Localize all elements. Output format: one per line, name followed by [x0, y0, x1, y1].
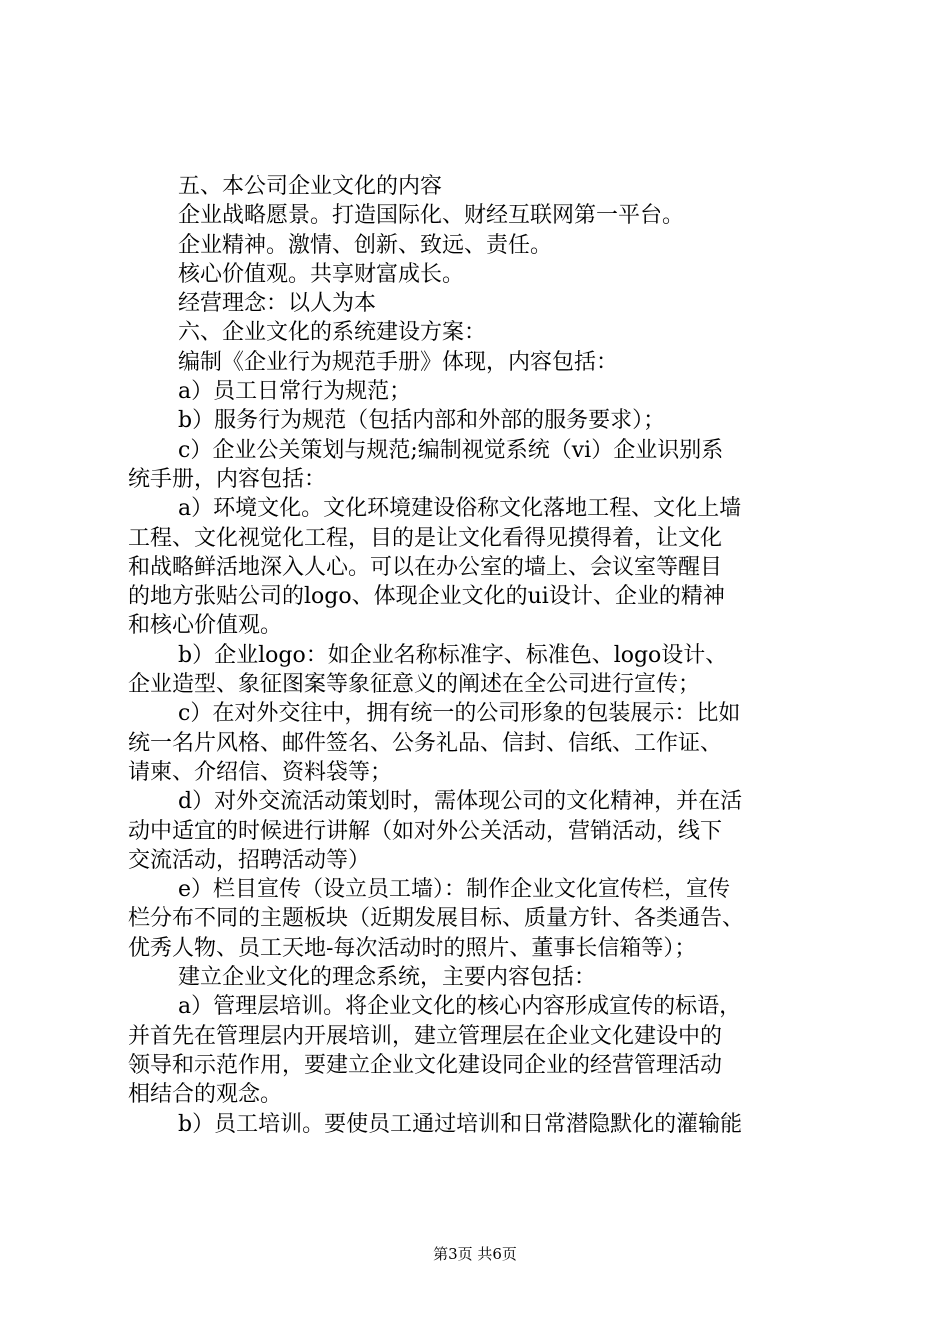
text-line-3: 企业精神。激情、创新、致远、责任。	[178, 232, 553, 258]
text-line-8: a）员工日常行为规范；	[178, 379, 412, 405]
text-line-13: 工程、文化视觉化工程，目的是让文化看得见摸得着，让文化	[128, 525, 723, 551]
text-line-25: e）栏目宣传（设立员工墙）：制作企业文化宣传栏，宣传	[178, 877, 731, 903]
text-line-9: b）服务行为规范（包括内部和外部的服务要求）；	[178, 408, 666, 434]
text-line-5: 经营理念：以人为本	[178, 291, 377, 317]
text-line-6: 六、企业文化的系统建设方案：	[178, 320, 487, 346]
text-line-23: 动中适宜的时候进行讲解（如对外公关活动，营销活动，线下	[128, 818, 723, 844]
text-line-17: b）企业logo：如企业名称标准字、标准色、logo设计、	[178, 642, 728, 668]
text-line-19: c）在对外交往中，拥有统一的公司形象的包装展示：比如	[178, 701, 741, 727]
text-line-33: b）员工培训。要使员工通过培训和日常潜隐默化的灌输能	[178, 1111, 743, 1137]
text-line-12: a）环境文化。文化环境建设俗称文化落地工程、文化上墙	[178, 496, 742, 522]
text-line-27: 优秀人物、员工天地-每次活动时的照片、董事长信箱等）；	[128, 935, 697, 961]
text-line-30: 并首先在管理层内开展培训，建立管理层在企业文化建设中的	[128, 1023, 723, 1049]
text-line-29: a）管理层培训。将企业文化的核心内容形成宣传的标语，	[178, 994, 742, 1020]
text-line-16: 和核心价值观。	[128, 613, 283, 639]
text-line-14: 和战略鲜活地深入人心。可以在办公室的墙上、会议室等醒目	[128, 554, 723, 580]
document-body	[128, 172, 832, 1139]
text-line-26: 栏分布不同的主题板块（近期发展目标、质量方针、各类通告、	[128, 906, 745, 932]
text-line-31: 领导和示范作用，要建立企业文化建设同企业的经营管理活动	[128, 1052, 723, 1078]
text-line-18: 企业造型、象征图案等象征意义的阐述在全公司进行宣传；	[128, 672, 701, 698]
page-number-footer: 第3页 共6页	[433, 1245, 517, 1263]
text-line-15: 的地方张贴公司的logo、体现企业文化的ui设计、企业的精神	[128, 584, 725, 610]
text-line-21: 请柬、介绍信、资料袋等；	[128, 759, 393, 785]
text-line-22: d）对外交流活动策划时，需体现公司的文化精神，并在活	[178, 789, 743, 815]
text-line-4: 核心价值观。共享财富成长。	[178, 261, 465, 287]
text-line-24: 交流活动，招聘活动等）	[128, 847, 371, 873]
text-line-10: c）企业公关策划与规范;编制视觉系统（vi）企业识别系	[178, 437, 724, 463]
text-line-28: 建立企业文化的理念系统，主要内容包括：	[178, 965, 597, 991]
text-line-2: 企业战略愿景。打造国际化、财经互联网第一平台。	[178, 203, 685, 229]
text-line-7: 编制《企业行为规范手册》体现，内容包括：	[178, 349, 619, 375]
text-line-11: 统手册，内容包括：	[128, 466, 327, 492]
text-line-1: 五、本公司企业文化的内容	[178, 174, 443, 199]
text-line-32: 相结合的观念。	[128, 1082, 283, 1108]
text-line-20: 统一名片风格、邮件签名、公务礼品、信封、信纸、工作证、	[128, 730, 723, 756]
